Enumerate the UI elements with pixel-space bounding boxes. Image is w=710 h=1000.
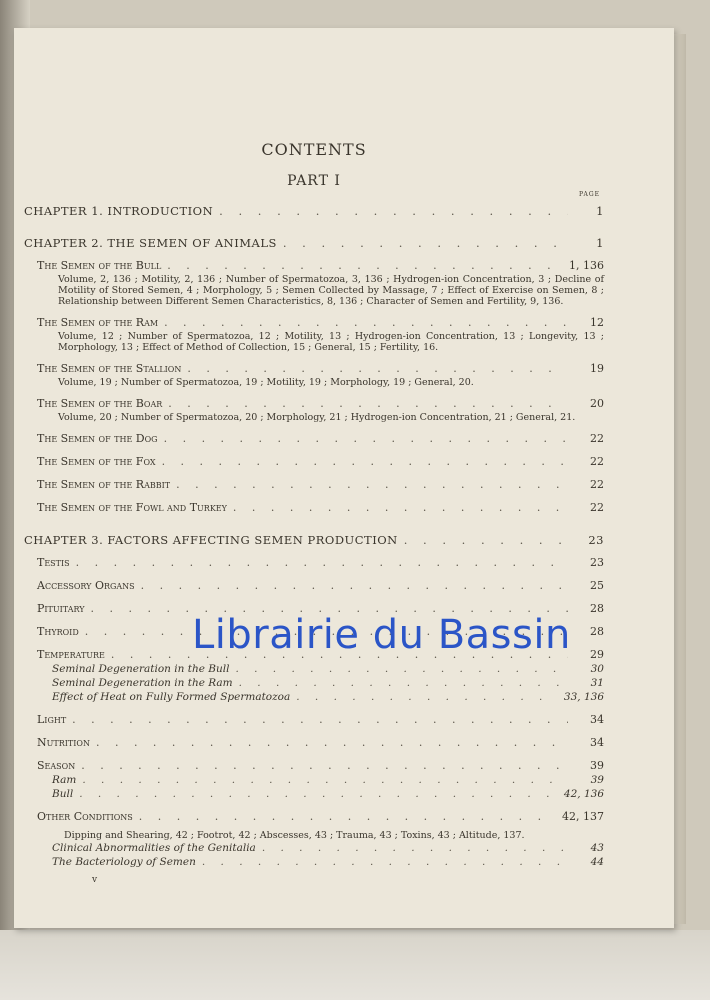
toc-entry-page: 39 — [590, 774, 604, 786]
toc-section-row — [37, 397, 604, 411]
leader-dots — [167, 259, 563, 273]
leader-dots — [81, 759, 568, 773]
leader-dots — [139, 810, 556, 824]
toc-entry-page: 25 — [590, 579, 604, 592]
toc-entry-page: 12 — [590, 316, 604, 329]
toc-entry-page: 33, 136 — [563, 691, 604, 703]
toc-entry-title: Accessory Organs — [37, 579, 135, 592]
leader-dots — [202, 855, 568, 869]
leader-dots — [219, 204, 568, 218]
toc-entry-page: 44 — [590, 856, 604, 868]
toc-sub-row — [52, 787, 604, 801]
watermark-text: Librairie du Bassin — [192, 612, 571, 658]
toc-entry-description: Volume, 19 ; Number of Spermatozoa, 19 ; Motility, 19 ; Morphology, 19 ; General, 20. — [58, 377, 474, 388]
leader-dots — [76, 556, 568, 570]
toc-chapter-row — [24, 533, 604, 547]
toc-entry-page: 34 — [590, 736, 604, 749]
leader-dots — [164, 432, 568, 446]
toc-section-row — [37, 556, 604, 570]
toc-entry-title: CHAPTER 3. FACTORS AFFECTING SEMEN PRODUCTION — [24, 533, 398, 547]
toc-sub-row — [52, 855, 604, 869]
toc-entry-page: 43 — [590, 842, 604, 854]
part-heading: PART I — [287, 173, 341, 189]
leader-dots — [79, 787, 558, 801]
toc-entry-title: The Semen of the Ram — [37, 316, 159, 329]
toc-entry-page: 29 — [590, 648, 604, 661]
leader-dots — [162, 455, 568, 469]
toc-section-row — [37, 501, 604, 515]
leader-dots — [296, 690, 558, 704]
leader-dots — [168, 397, 568, 411]
toc-entry-title: The Semen of the Rabbit — [37, 478, 171, 491]
table-surface — [0, 930, 710, 1000]
toc-sub-row — [52, 690, 604, 704]
toc-entry-page: 1 — [596, 204, 604, 218]
toc-entry-title: Seminal Degeneration in the Bull — [52, 663, 230, 675]
page-title: CONTENTS — [261, 140, 367, 159]
toc-entry-title: CHAPTER 2. THE SEMEN OF ANIMALS — [24, 236, 277, 250]
toc-section-row — [37, 316, 604, 330]
leader-dots — [233, 501, 568, 515]
toc-sub-row — [52, 773, 604, 787]
toc-entry-page: 1, 136 — [569, 259, 604, 272]
leader-dots — [283, 236, 568, 250]
toc-section-row — [37, 759, 604, 773]
toc-sub-row — [52, 841, 604, 855]
toc-section-row — [37, 713, 604, 727]
toc-entry-title: The Semen of the Bull — [37, 259, 162, 272]
toc-entry-title: Season — [37, 759, 76, 772]
toc-entry-title: The Semen of the Boar — [37, 397, 163, 410]
toc-entry-page: 34 — [590, 713, 604, 726]
toc-entry-title: The Bacteriology of Semen — [52, 856, 196, 868]
toc-entry-title: Thyroid — [37, 625, 79, 638]
toc-entry-page: 30 — [590, 663, 604, 675]
leader-dots — [96, 736, 568, 750]
toc-entry-title: Light — [37, 713, 67, 726]
toc-section-row — [37, 362, 604, 376]
page-column-label: PAGE — [579, 191, 600, 198]
toc-entry-title: Temperature — [37, 648, 105, 661]
toc-entry-description: Volume, 20 ; Number of Spermatozoa, 20 ; Morphology, 21 ; Hydrogen-ion Concentration, 21 ; General, 21. — [58, 412, 576, 423]
leader-dots — [235, 662, 568, 676]
leader-dots — [141, 579, 568, 593]
toc-entry-page: 42, 136 — [563, 788, 604, 800]
toc-entry-title: Seminal Degeneration in the Ram — [52, 677, 233, 689]
toc-section-row — [37, 579, 604, 593]
leader-dots — [239, 676, 568, 690]
toc-entry-title: Testis — [37, 556, 70, 569]
toc-entry-page: 31 — [590, 677, 604, 689]
toc-entry-title: The Semen of the Dog — [37, 432, 158, 445]
leader-dots — [72, 713, 568, 727]
toc-entry-title: Ram — [52, 774, 77, 786]
toc-entry-page: 28 — [590, 602, 604, 615]
leader-dots — [164, 316, 568, 330]
toc-entry-page: 28 — [590, 625, 604, 638]
toc-entry-page: 39 — [590, 759, 604, 772]
toc-entry-page: 19 — [590, 362, 604, 375]
toc-entry-description: Volume, 12 ; Number of Spermatozoa, 12 ; Motility, 13 ; Hydrogen-ion Concentration, 13 ; Longevity, 13 ; Morphology, 13 ; Effect of Method of Collection, 15 ; General, 15 ; Fertility, 16. — [58, 331, 604, 353]
leader-dots — [262, 841, 568, 855]
toc-entry-page: 42, 137 — [562, 810, 604, 823]
leader-dots — [187, 362, 568, 376]
toc-entry-title: Other Conditions — [37, 810, 133, 823]
toc-section-row — [37, 432, 604, 446]
toc-entry-title: Clinical Abnormalities of the Genitalia — [52, 842, 256, 854]
toc-entry-page: 22 — [590, 432, 604, 445]
toc-section-row — [37, 455, 604, 469]
toc-entry-description: Volume, 2, 136 ; Motility, 2, 136 ; Number of Spermatozoa, 3, 136 ; Hydrogen-ion Concentration, 3 ; Decline of Motility of Stored Semen, 4 ; Morphology, 5 ; Semen Collected by Massage, 7 ; Effect of Exercise on Semen, 8 ; Relationship between Different Semen Characteristics, 8, 136 ; Character of Semen and Fertility, 9, 136. — [58, 274, 604, 307]
toc-entry-page: 22 — [590, 501, 604, 514]
toc-chapter-row — [24, 236, 604, 250]
toc-chapter-row — [24, 204, 604, 218]
toc-entry-title: Pituitary — [37, 602, 85, 615]
toc-list — [24, 204, 604, 869]
leader-dots — [176, 478, 568, 492]
toc-entry-page: 23 — [588, 533, 604, 547]
toc-entry-title: The Semen of the Fowl and Turkey — [37, 501, 227, 514]
leader-dots — [82, 773, 568, 787]
toc-entry-title: The Semen of the Stallion — [37, 362, 182, 375]
toc-entry-page: 22 — [590, 455, 604, 468]
toc-entry-title: Bull — [52, 788, 74, 800]
page-stack-edge — [672, 34, 686, 924]
toc-entry-page: 20 — [590, 397, 604, 410]
toc-entry-title: CHAPTER 1. INTRODUCTION — [24, 204, 214, 218]
toc-section-row — [37, 736, 604, 750]
toc-section-row — [37, 810, 604, 824]
toc-entry-page: 22 — [590, 478, 604, 491]
toc-section-row — [37, 478, 604, 492]
toc-sub-row — [52, 662, 604, 676]
toc-entry-description: Dipping and Shearing, 42 ; Footrot, 42 ; Abscesses, 43 ; Trauma, 43 ; Toxins, 43 ; Altitude, 137. — [64, 830, 525, 841]
toc-entry-page: 1 — [596, 236, 604, 250]
leader-dots — [404, 533, 568, 547]
toc-sub-row — [52, 676, 604, 690]
toc-entry-title: Effect of Heat on Fully Formed Spermatozoa — [52, 691, 291, 703]
toc-entry-title: The Semen of the Fox — [37, 455, 156, 468]
toc-entry-page: 23 — [590, 556, 604, 569]
toc-entry-title: Nutrition — [37, 736, 90, 749]
folio-number: v — [92, 875, 98, 885]
contents-block — [24, 140, 604, 885]
toc-section-row — [37, 259, 604, 273]
